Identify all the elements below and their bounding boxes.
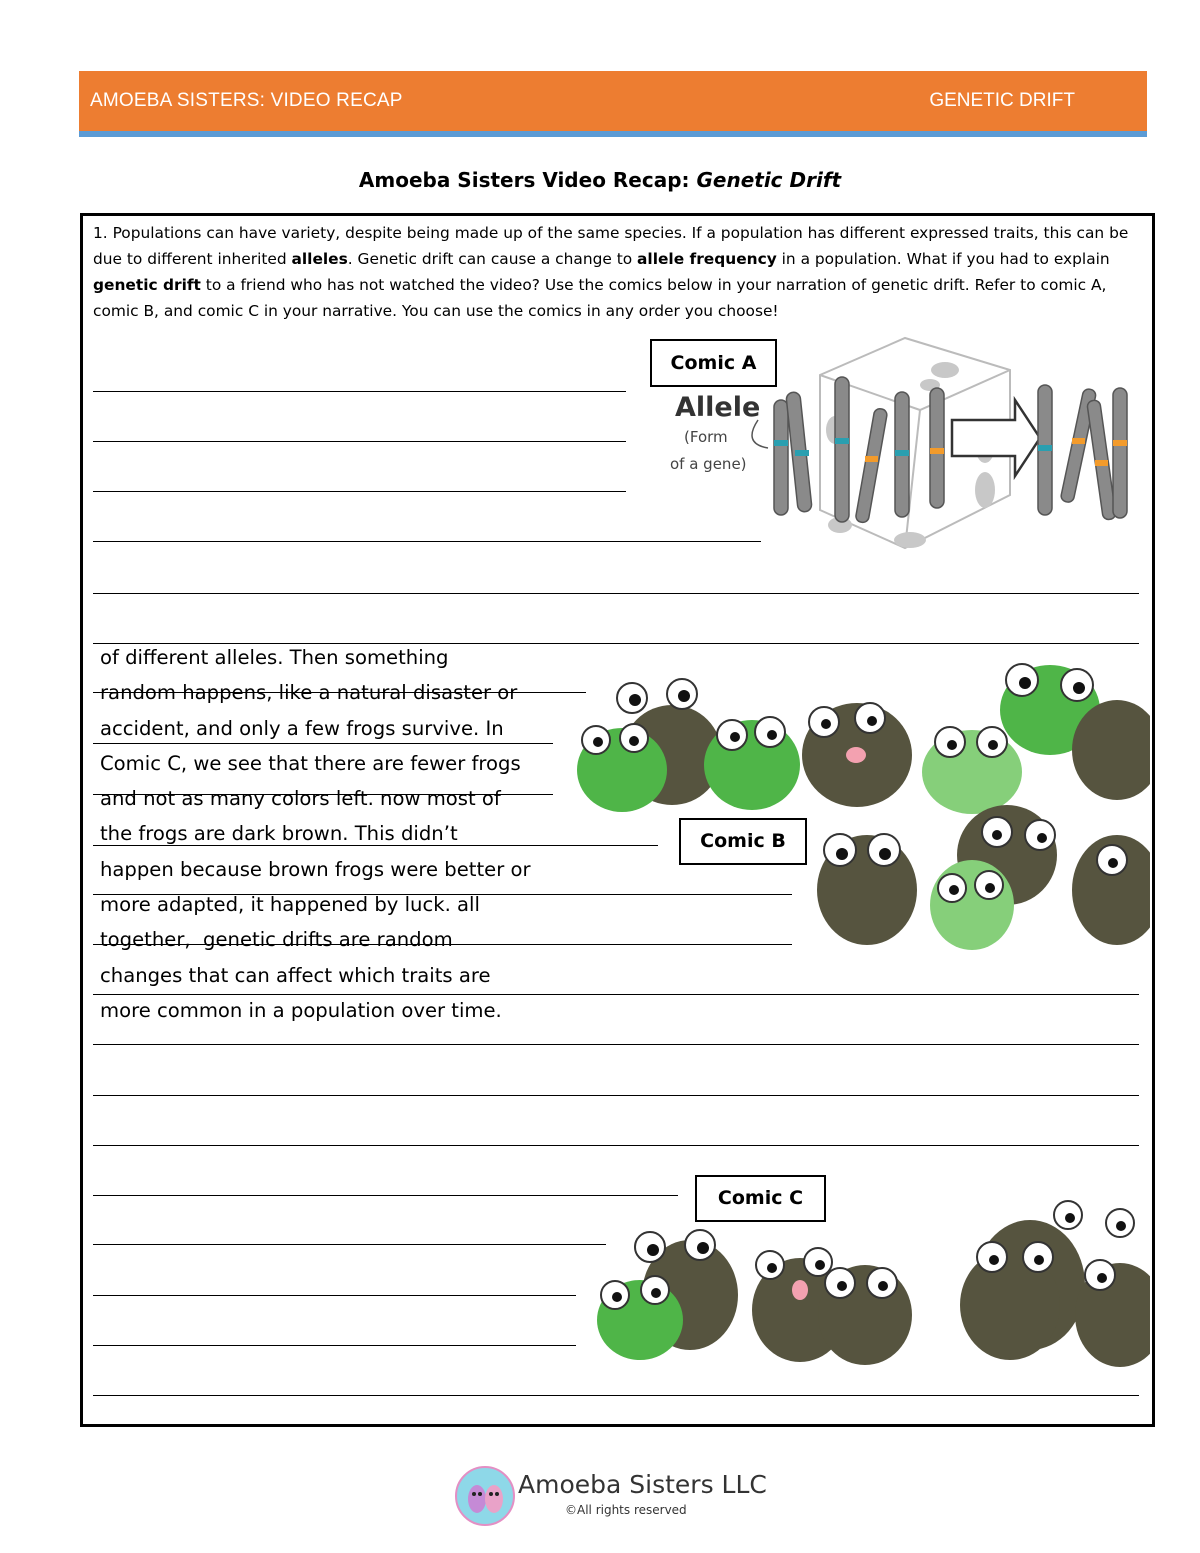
answer-line: random happens, like a natural disaster or: [100, 681, 518, 705]
footer-company-name: Amoeba Sisters LLC: [518, 1470, 767, 1499]
answer-line: together, genetic drifts are random: [100, 928, 453, 952]
writing-line[interactable]: [93, 491, 626, 492]
writing-line[interactable]: [93, 1295, 576, 1296]
writing-line[interactable]: [93, 1145, 1139, 1146]
prompt-text-2: . Genetic drift can cause a change to: [347, 250, 638, 268]
header-stripe: [79, 131, 1147, 137]
allele-label: Allele: [675, 392, 761, 423]
chromosome-icon: [1087, 400, 1117, 521]
frog-row-top: [577, 664, 1150, 814]
amoeba-sisters-logo-icon: [455, 1466, 515, 1526]
comic-b-illustration: [572, 660, 1150, 965]
writing-line[interactable]: [93, 1044, 1139, 1045]
header-right-title: GENETIC DRIFT: [929, 90, 1075, 111]
student-answer[interactable]: [100, 640, 580, 1028]
question-prompt: [93, 220, 1148, 324]
prompt-bold-genetic-drift: genetic drift: [93, 276, 201, 294]
writing-line[interactable]: [93, 1095, 1139, 1096]
answer-line: of different alleles. Then something: [100, 646, 449, 669]
writing-line[interactable]: [93, 441, 626, 442]
prompt-text-4: to a friend who has not watched the video? Use the comics below in your narration of genetic drift. Refer to comic A, comic B, and comic C in your narrative. You can use the comics in any order you choose!: [93, 276, 1107, 320]
comic-c-illustration: [590, 1195, 1150, 1370]
answer-line: more adapted, it happened by luck. all: [100, 893, 480, 917]
allele-note-1: (Form: [684, 428, 728, 446]
answer-line: and not as many colors left. now most of: [100, 787, 501, 811]
answer-line: the frogs are dark brown. This didn’t: [100, 822, 458, 846]
prompt-bold-allele-frequency: allele frequency: [637, 250, 777, 268]
prompt-bold-alleles: alleles: [291, 250, 348, 268]
header-left-title: AMOEBA SISTERS: VIDEO RECAP: [90, 90, 403, 111]
answer-line: Comic C, we see that there are fewer frogs: [100, 751, 521, 775]
answer-line: changes that can affect which traits are: [100, 963, 491, 987]
writing-line[interactable]: [93, 391, 626, 392]
answer-line: happen because brown frogs were better or: [100, 857, 531, 881]
chromosome-icon: [774, 400, 788, 515]
writing-line[interactable]: [93, 1345, 576, 1346]
comic-a-label: Comic A: [650, 339, 777, 387]
page-title: [0, 168, 1200, 192]
writing-line[interactable]: [93, 1395, 1139, 1396]
prompt-text-1: 1. Populations can have variety, despite being made up of the same species. If a population has different expressed traits, this can be due to different inherited: [93, 224, 1129, 268]
comic-c-label: Comic C: [695, 1175, 826, 1222]
answer-line: more common in a population over time.: [100, 998, 502, 1022]
title-plain: Amoeba Sisters Video Recap:: [358, 168, 697, 192]
footer-rights: ©All rights reserved: [565, 1503, 687, 1517]
writing-line[interactable]: [93, 593, 1139, 594]
answer-line: accident, and only a few frogs survive. In: [100, 716, 504, 740]
chromosome-icon: [835, 377, 849, 522]
chromosome-icon: [1113, 388, 1127, 518]
comic-b-label: Comic B: [679, 818, 807, 865]
frog-row-bottom: [817, 805, 1150, 950]
writing-line[interactable]: [93, 1244, 606, 1245]
allele-note-2: of a gene): [670, 455, 747, 473]
prompt-text-3: in a population. What if you had to explain: [776, 250, 1110, 268]
title-italic: Genetic Drift: [696, 168, 842, 192]
